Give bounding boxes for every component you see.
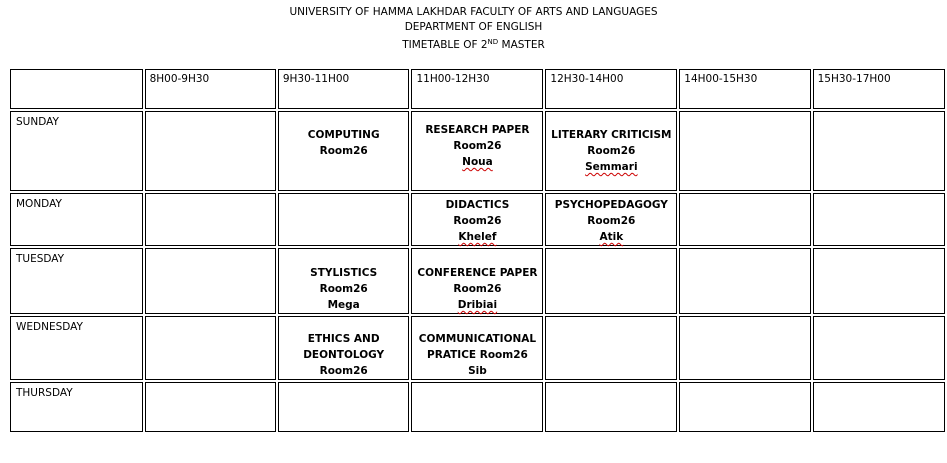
course-detail — [279, 297, 409, 313]
university-title: UNIVERSITY OF HAMMA LAKHDAR FACULTY OF ARTS AND LANGUAGES — [289, 6, 658, 18]
course-text: Room26 — [453, 140, 502, 152]
course-name — [546, 127, 676, 143]
timetable-title-sup: ND — [487, 38, 499, 46]
empty-cell — [278, 193, 410, 246]
course-text: Room26 — [453, 283, 502, 295]
course-detail — [546, 213, 676, 229]
day-row — [10, 382, 945, 432]
empty-cell — [145, 382, 276, 432]
empty-cell — [813, 316, 945, 380]
empty-cell — [679, 382, 810, 432]
course-text: Dribiai — [457, 299, 498, 311]
day-label: THURSDAY — [10, 382, 143, 432]
course-cell — [545, 111, 677, 191]
course-detail — [279, 347, 409, 363]
course-text: Atik — [599, 231, 624, 243]
course-detail — [279, 281, 409, 297]
day-row — [10, 248, 945, 314]
course-cell — [411, 193, 543, 246]
course-text: Room26 — [453, 215, 502, 227]
course-detail — [412, 213, 542, 229]
course-detail — [279, 143, 409, 159]
course-detail — [546, 143, 676, 159]
course-text: Sib — [468, 365, 487, 377]
empty-cell — [679, 193, 810, 246]
course-name — [279, 265, 409, 281]
course-text: Noua — [462, 156, 493, 168]
timeslot-header: 15H30-17H00 — [813, 69, 945, 109]
timeslot-header-row — [10, 69, 945, 109]
document-header — [0, 0, 947, 53]
timeslot-header: 9H30-11H00 — [278, 69, 410, 109]
empty-cell — [145, 111, 276, 191]
course-name — [412, 197, 542, 213]
day-label: SUNDAY — [10, 111, 143, 191]
course-text: Room26 — [587, 215, 636, 227]
day-label: TUESDAY — [10, 248, 143, 314]
course-detail — [412, 297, 542, 313]
course-text: DIDACTICS — [445, 199, 510, 211]
course-text: Khelef — [458, 231, 497, 243]
timetable-body — [10, 69, 945, 432]
day-label: MONDAY — [10, 193, 143, 246]
course-text: Room26 — [319, 145, 368, 157]
empty-cell — [545, 382, 677, 432]
course-detail — [412, 154, 542, 170]
timetable-title-suffix: MASTER — [498, 39, 545, 51]
day-label: WEDNESDAY — [10, 316, 143, 380]
empty-cell — [813, 111, 945, 191]
course-cell — [278, 248, 410, 314]
course-cell — [411, 248, 543, 314]
course-text: ETHICS AND — [307, 333, 380, 345]
day-row — [10, 316, 945, 380]
course-name — [279, 331, 409, 347]
course-text: RESEARCH PAPER — [425, 124, 530, 136]
course-text: Room26 — [319, 283, 368, 295]
empty-cell — [545, 248, 677, 314]
empty-cell — [278, 382, 410, 432]
course-cell — [278, 111, 410, 191]
course-cell — [278, 316, 410, 380]
timeslot-header: 11H00-12H30 — [411, 69, 543, 109]
empty-cell — [813, 193, 945, 246]
course-name — [546, 197, 676, 213]
course-text: PRATICE Room26 — [427, 349, 528, 361]
empty-cell — [145, 316, 276, 380]
course-text: LITERARY CRITICISM — [551, 129, 672, 141]
course-text: Semmari — [585, 161, 638, 173]
department-title: DEPARTMENT OF ENGLISH — [404, 21, 543, 33]
course-text: Room26 — [319, 365, 368, 377]
empty-cell — [679, 111, 810, 191]
empty-cell — [813, 248, 945, 314]
corner-cell — [10, 69, 143, 109]
timetable-title — [0, 35, 947, 53]
course-text: PSYCHOPEDAGOGY — [554, 199, 668, 211]
course-detail — [546, 159, 676, 175]
course-cell — [411, 316, 543, 380]
timetable — [8, 67, 947, 434]
course-detail — [412, 281, 542, 297]
course-text: Room26 — [587, 145, 636, 157]
course-cell — [545, 193, 677, 246]
course-detail — [546, 229, 676, 245]
timetable-title-text: TIMETABLE OF 2 — [402, 39, 488, 51]
empty-cell — [411, 382, 543, 432]
course-name — [412, 331, 542, 347]
course-text: COMPUTING — [307, 129, 380, 141]
empty-cell — [545, 316, 677, 380]
course-name — [279, 127, 409, 143]
course-name — [412, 122, 542, 138]
course-text: STYLISTICS — [310, 267, 378, 279]
course-text: Mega — [327, 299, 360, 311]
day-row — [10, 111, 945, 191]
empty-cell — [679, 316, 810, 380]
empty-cell — [679, 248, 810, 314]
course-detail — [412, 138, 542, 154]
course-text: DEONTOLOGY — [303, 349, 385, 361]
course-detail — [412, 363, 542, 379]
course-cell — [411, 111, 543, 191]
empty-cell — [145, 193, 276, 246]
day-row — [10, 193, 945, 246]
timeslot-header: 14H00-15H30 — [679, 69, 810, 109]
course-detail — [279, 363, 409, 379]
course-name — [412, 265, 542, 281]
empty-cell — [145, 248, 276, 314]
course-text: CONFERENCE PAPER — [417, 267, 538, 279]
timeslot-header: 12H30-14H00 — [545, 69, 677, 109]
timeslot-header: 8H00-9H30 — [145, 69, 276, 109]
course-detail — [412, 347, 542, 363]
course-detail — [412, 229, 542, 245]
empty-cell — [813, 382, 945, 432]
course-text: COMMUNICATIONAL — [418, 333, 537, 345]
